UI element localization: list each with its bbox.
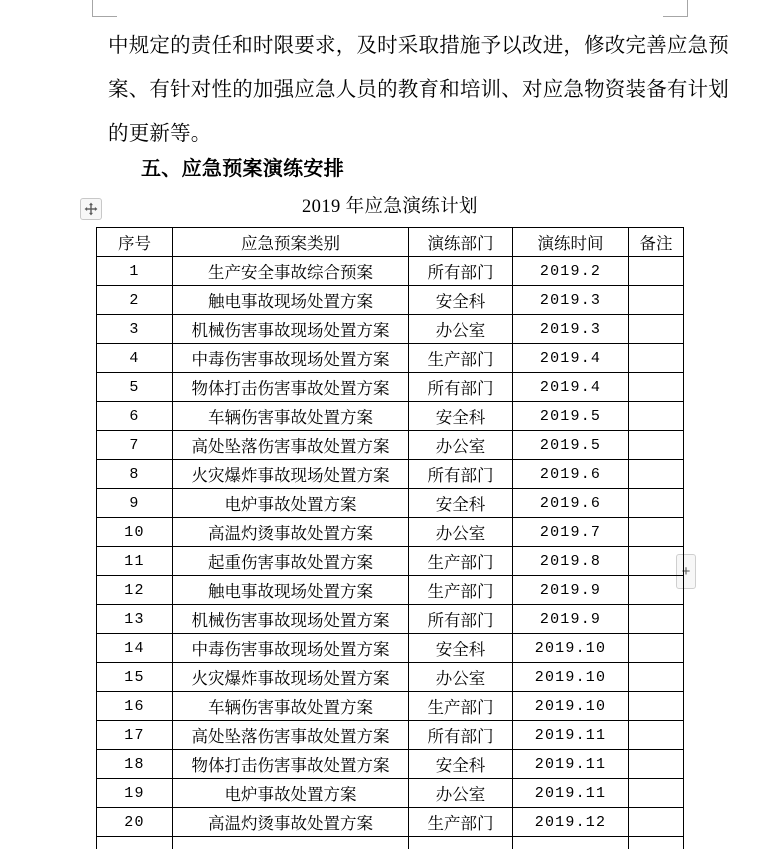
cell-time[interactable]: 2019.4: [513, 344, 629, 373]
cell-note[interactable]: [629, 460, 684, 489]
table-row[interactable]: [97, 750, 684, 779]
cell-time[interactable]: 2019.7: [513, 518, 629, 547]
cell-note[interactable]: [629, 518, 684, 547]
table-row[interactable]: [97, 547, 684, 576]
cell-dept[interactable]: 生产部门: [409, 344, 513, 373]
cell-dept[interactable]: 办公室: [409, 518, 513, 547]
table-move-handle[interactable]: [80, 198, 102, 220]
table-row[interactable]: [97, 605, 684, 634]
cell-dept[interactable]: 办公室: [409, 779, 513, 808]
cell-note[interactable]: [629, 402, 684, 431]
cell-note[interactable]: [629, 779, 684, 808]
table-row[interactable]: [97, 431, 684, 460]
cell-dept[interactable]: 生产部门: [409, 692, 513, 721]
table-row[interactable]: [97, 779, 684, 808]
cell-no[interactable]: 11: [97, 547, 173, 576]
cell-no[interactable]: 6: [97, 402, 173, 431]
table-row[interactable]: [97, 286, 684, 315]
cell-type[interactable]: 火灾爆炸事故现场处置方案: [173, 663, 409, 692]
cell-note[interactable]: [629, 605, 684, 634]
cell-no[interactable]: 14: [97, 634, 173, 663]
cell-dept[interactable]: 安全科: [409, 634, 513, 663]
cell-time[interactable]: 2019.2: [513, 257, 629, 286]
cell-no[interactable]: 15: [97, 663, 173, 692]
cell-type[interactable]: 高温灼烫事故处置方案: [173, 808, 409, 837]
table-row[interactable]: [97, 344, 684, 373]
cell-time[interactable]: 2019.11: [513, 750, 629, 779]
cell-dept[interactable]: 生产部门: [409, 547, 513, 576]
cell-dept[interactable]: 安全科: [409, 489, 513, 518]
table-row[interactable]: [97, 692, 684, 721]
cell-type[interactable]: 触电事故现场处置方案: [173, 576, 409, 605]
column-header-note: 备注: [629, 228, 684, 257]
cell-time[interactable]: 2019.10: [513, 634, 629, 663]
cell-no[interactable]: 2: [97, 286, 173, 315]
cell-note[interactable]: [629, 721, 684, 750]
cell-note[interactable]: [629, 373, 684, 402]
cell-time[interactable]: 2019.8: [513, 547, 629, 576]
cell-note[interactable]: [629, 634, 684, 663]
table-body: [97, 257, 684, 849]
table-row[interactable]: [97, 373, 684, 402]
table-row[interactable]: [97, 257, 684, 286]
cell-note[interactable]: [629, 750, 684, 779]
column-header-no: 序号: [97, 228, 173, 257]
cell-dept[interactable]: 生产部门: [409, 808, 513, 837]
section-heading: 五、应急预案演练安排: [141, 158, 344, 180]
cell-no[interactable]: 16: [97, 692, 173, 721]
cell-note[interactable]: [629, 808, 684, 837]
cell-no[interactable]: 9: [97, 489, 173, 518]
cell-dept[interactable]: 所有部门: [409, 373, 513, 402]
table-row[interactable]: [97, 315, 684, 344]
cell-no[interactable]: 12: [97, 576, 173, 605]
cell-type[interactable]: 机械伤害事故现场处置方案: [173, 605, 409, 634]
table-row[interactable]: [97, 402, 684, 431]
cell-no[interactable]: 20: [97, 808, 173, 837]
cell-note[interactable]: [629, 576, 684, 605]
cell-dept[interactable]: 生产部门: [409, 576, 513, 605]
cell-type[interactable]: 生产安全事故综合预案: [173, 257, 409, 286]
column-header-time: 演练时间: [513, 228, 629, 257]
cell-dept[interactable]: 办公室: [409, 663, 513, 692]
cell-dept[interactable]: 所有部门: [409, 257, 513, 286]
cell-type[interactable]: 车辆伤害事故处置方案: [173, 692, 409, 721]
cell-type[interactable]: 中毒伤害事故现场处置方案: [173, 634, 409, 663]
cell-type[interactable]: 起重伤害事故处置方案: [173, 547, 409, 576]
table-row[interactable]: [97, 489, 684, 518]
paragraph-line-2: 案、有针对性的加强应急人员的教育和培训、对应急物资装备有计划: [108, 79, 729, 101]
cell-dept[interactable]: 安全科: [409, 402, 513, 431]
cell-note[interactable]: [629, 286, 684, 315]
cell-no[interactable]: 19: [97, 779, 173, 808]
cell-empty[interactable]: [173, 837, 409, 849]
table-row[interactable]: [97, 460, 684, 489]
cell-time[interactable]: 2019.4: [513, 373, 629, 402]
table-header-row: [97, 228, 684, 257]
cell-time[interactable]: 2019.3: [513, 286, 629, 315]
cell-time[interactable]: 2019.6: [513, 460, 629, 489]
cell-type[interactable]: 高温灼烫事故处置方案: [173, 518, 409, 547]
cell-note[interactable]: [629, 431, 684, 460]
cell-time[interactable]: 2019.9: [513, 576, 629, 605]
cell-no[interactable]: 5: [97, 373, 173, 402]
cell-time[interactable]: 2019.9: [513, 605, 629, 634]
cell-type[interactable]: 机械伤害事故现场处置方案: [173, 315, 409, 344]
emergency-drill-plan-table: [96, 227, 684, 849]
cell-type[interactable]: 高处坠落伤害事故处置方案: [173, 721, 409, 750]
cell-dept[interactable]: 办公室: [409, 315, 513, 344]
cell-note[interactable]: [629, 344, 684, 373]
cell-no[interactable]: 18: [97, 750, 173, 779]
column-header-type: 应急预案类别: [173, 228, 409, 257]
cell-type[interactable]: 高处坠落伤害事故处置方案: [173, 431, 409, 460]
table-row-partial[interactable]: [97, 837, 684, 849]
cell-no[interactable]: 13: [97, 605, 173, 634]
cell-type[interactable]: 中毒伤害事故现场处置方案: [173, 344, 409, 373]
cell-time[interactable]: 2019.11: [513, 721, 629, 750]
cell-no[interactable]: 10: [97, 518, 173, 547]
table-row[interactable]: [97, 518, 684, 547]
cell-type[interactable]: 触电事故现场处置方案: [173, 286, 409, 315]
cell-time[interactable]: 2019.3: [513, 315, 629, 344]
cell-empty[interactable]: [513, 837, 629, 849]
cell-time[interactable]: 2019.11: [513, 779, 629, 808]
cell-note[interactable]: [629, 692, 684, 721]
page-margin-mark-top-right: [663, 0, 688, 17]
cell-type[interactable]: 电炉事故处置方案: [173, 489, 409, 518]
cell-type[interactable]: 电炉事故处置方案: [173, 779, 409, 808]
cell-dept[interactable]: 安全科: [409, 750, 513, 779]
cell-time[interactable]: 2019.5: [513, 431, 629, 460]
cell-note[interactable]: [629, 547, 684, 576]
cell-no[interactable]: 1: [97, 257, 173, 286]
cell-type[interactable]: 物体打击伤害事故处置方案: [173, 750, 409, 779]
cell-time[interactable]: 2019.10: [513, 692, 629, 721]
cell-note[interactable]: [629, 257, 684, 286]
paragraph-line-1: 中规定的责任和时限要求，及时采取措施予以改进，修改完善应急预: [108, 35, 729, 57]
cell-note[interactable]: [629, 489, 684, 518]
page-margin-mark-top-left: [92, 0, 117, 17]
cell-dept[interactable]: 安全科: [409, 286, 513, 315]
cell-type[interactable]: 火灾爆炸事故现场处置方案: [173, 460, 409, 489]
cell-time[interactable]: 2019.12: [513, 808, 629, 837]
column-header-dept: 演练部门: [409, 228, 513, 257]
cell-note[interactable]: [629, 315, 684, 344]
cell-time[interactable]: 2019.5: [513, 402, 629, 431]
cell-note[interactable]: [629, 663, 684, 692]
cell-type[interactable]: 车辆伤害事故处置方案: [173, 402, 409, 431]
cell-no[interactable]: 17: [97, 721, 173, 750]
paragraph-line-3: 的更新等。: [108, 123, 212, 145]
cell-time[interactable]: 2019.6: [513, 489, 629, 518]
table-row[interactable]: [97, 576, 684, 605]
table-row[interactable]: [97, 721, 684, 750]
table-row[interactable]: [97, 663, 684, 692]
cell-empty[interactable]: [409, 837, 513, 849]
cell-no[interactable]: 4: [97, 344, 173, 373]
cell-dept[interactable]: 所有部门: [409, 605, 513, 634]
cell-no[interactable]: 3: [97, 315, 173, 344]
cell-dept[interactable]: 所有部门: [409, 721, 513, 750]
cell-empty[interactable]: [629, 837, 684, 849]
cell-no[interactable]: 7: [97, 431, 173, 460]
cell-no[interactable]: 8: [97, 460, 173, 489]
cell-empty[interactable]: [97, 837, 173, 849]
table-row[interactable]: [97, 808, 684, 837]
cell-time[interactable]: 2019.10: [513, 663, 629, 692]
table-caption: 2019 年应急演练计划: [302, 197, 478, 217]
insert-row-button[interactable]: +: [676, 554, 696, 589]
cell-dept[interactable]: 所有部门: [409, 460, 513, 489]
table-row[interactable]: [97, 634, 684, 663]
cell-dept[interactable]: 办公室: [409, 431, 513, 460]
cell-type[interactable]: 物体打击伤害事故处置方案: [173, 373, 409, 402]
